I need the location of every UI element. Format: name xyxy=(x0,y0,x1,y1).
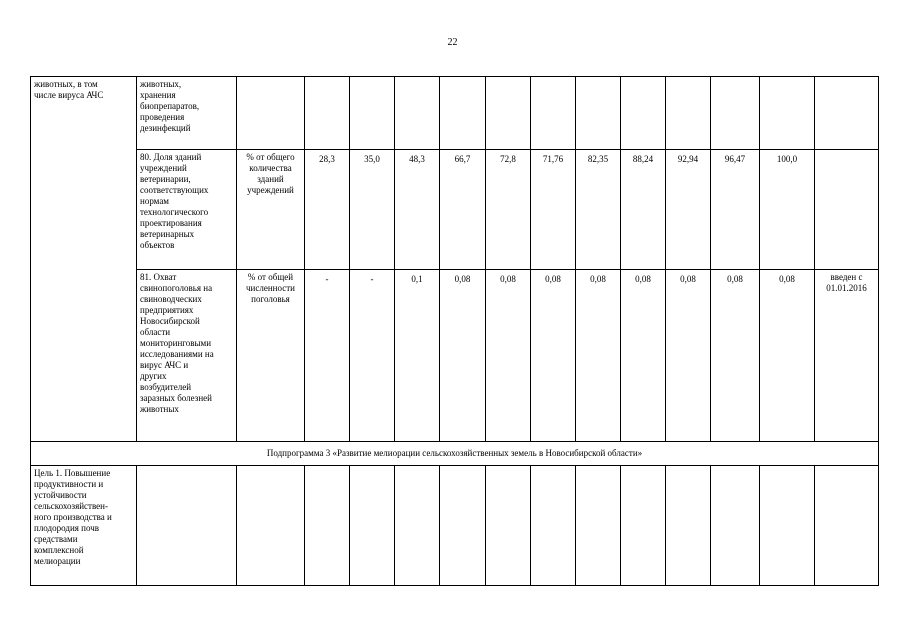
value-cell: 0,08 xyxy=(621,270,666,442)
table-row xyxy=(31,77,879,150)
value-cell xyxy=(531,77,576,150)
value-cell xyxy=(711,77,760,150)
value-cell xyxy=(711,466,760,586)
value-cell: 0,1 xyxy=(395,270,440,442)
table-row xyxy=(31,150,879,270)
value-cell xyxy=(395,77,440,150)
unit-cell xyxy=(237,466,305,586)
value-cell: 0,08 xyxy=(486,270,531,442)
page-number: 22 xyxy=(447,37,458,48)
value-cell xyxy=(440,77,486,150)
value-cell xyxy=(621,77,666,150)
table-row xyxy=(31,466,879,586)
goal-cell: животных, в том числе вируса АЧС xyxy=(31,77,137,442)
value-cell xyxy=(666,466,711,586)
note-cell: введен с 01.01.2016 xyxy=(815,270,879,442)
indicator-cell: 80. Доля зданий учреждений ветеринарии, соответствующих нормам технологического проектирования ветеринарных объектов xyxy=(137,150,237,270)
unit-cell: % от общего количества зданий учреждений xyxy=(237,150,305,270)
value-cell: 0,08 xyxy=(711,270,760,442)
value-cell: 0,08 xyxy=(440,270,486,442)
value-cell xyxy=(666,77,711,150)
value-cell: 28,3 xyxy=(305,150,350,270)
value-cell: 0,08 xyxy=(576,270,621,442)
value-cell xyxy=(531,466,576,586)
indicators-table xyxy=(30,76,879,586)
value-cell: 0,08 xyxy=(531,270,576,442)
value-cell: 66,7 xyxy=(440,150,486,270)
table-row xyxy=(31,270,879,442)
value-cell xyxy=(305,466,350,586)
value-cell: 35,0 xyxy=(350,150,395,270)
value-cell: 96,47 xyxy=(711,150,760,270)
indicator-cell: 81. Охват свинопоголовья на свиноводческих предприятиях Новосибирской области мониторинговыми исследованиями на вирус АЧС и других возбудителей заразных болезней животных xyxy=(137,270,237,442)
subprogram-title: Подпрограмма 3 «Развитие мелиорации сельскохозяйственных земель в Новосибирской области» xyxy=(31,442,879,466)
value-cell: 92,94 xyxy=(666,150,711,270)
unit-cell xyxy=(237,77,305,150)
note-cell xyxy=(815,77,879,150)
value-cell xyxy=(305,77,350,150)
indicator-cell xyxy=(137,466,237,586)
value-cell: 48,3 xyxy=(395,150,440,270)
note-cell xyxy=(815,466,879,586)
value-cell: 71,76 xyxy=(531,150,576,270)
value-cell xyxy=(760,77,815,150)
value-cell xyxy=(395,466,440,586)
goal-cell: Цель 1. Повышение продуктивности и устойчивости сельскохозяйствен- ного производства и плодородия почв средствами комплексной мелиорации xyxy=(31,466,137,586)
value-cell: 82,35 xyxy=(576,150,621,270)
subprogram-row xyxy=(31,442,879,466)
unit-cell: % от общей численности поголовья xyxy=(237,270,305,442)
note-cell xyxy=(815,150,879,270)
value-cell xyxy=(350,77,395,150)
value-cell: - xyxy=(350,270,395,442)
value-cell xyxy=(760,466,815,586)
indicator-cell: животных, хранения биопрепаратов, проведения дезинфекций xyxy=(137,77,237,150)
value-cell: 72,8 xyxy=(486,150,531,270)
value-cell xyxy=(576,466,621,586)
value-cell: 88,24 xyxy=(621,150,666,270)
value-cell xyxy=(350,466,395,586)
value-cell: 0,08 xyxy=(666,270,711,442)
value-cell: 0,08 xyxy=(760,270,815,442)
value-cell: 100,0 xyxy=(760,150,815,270)
value-cell xyxy=(486,77,531,150)
value-cell xyxy=(621,466,666,586)
value-cell: - xyxy=(305,270,350,442)
value-cell xyxy=(576,77,621,150)
value-cell xyxy=(486,466,531,586)
value-cell xyxy=(440,466,486,586)
